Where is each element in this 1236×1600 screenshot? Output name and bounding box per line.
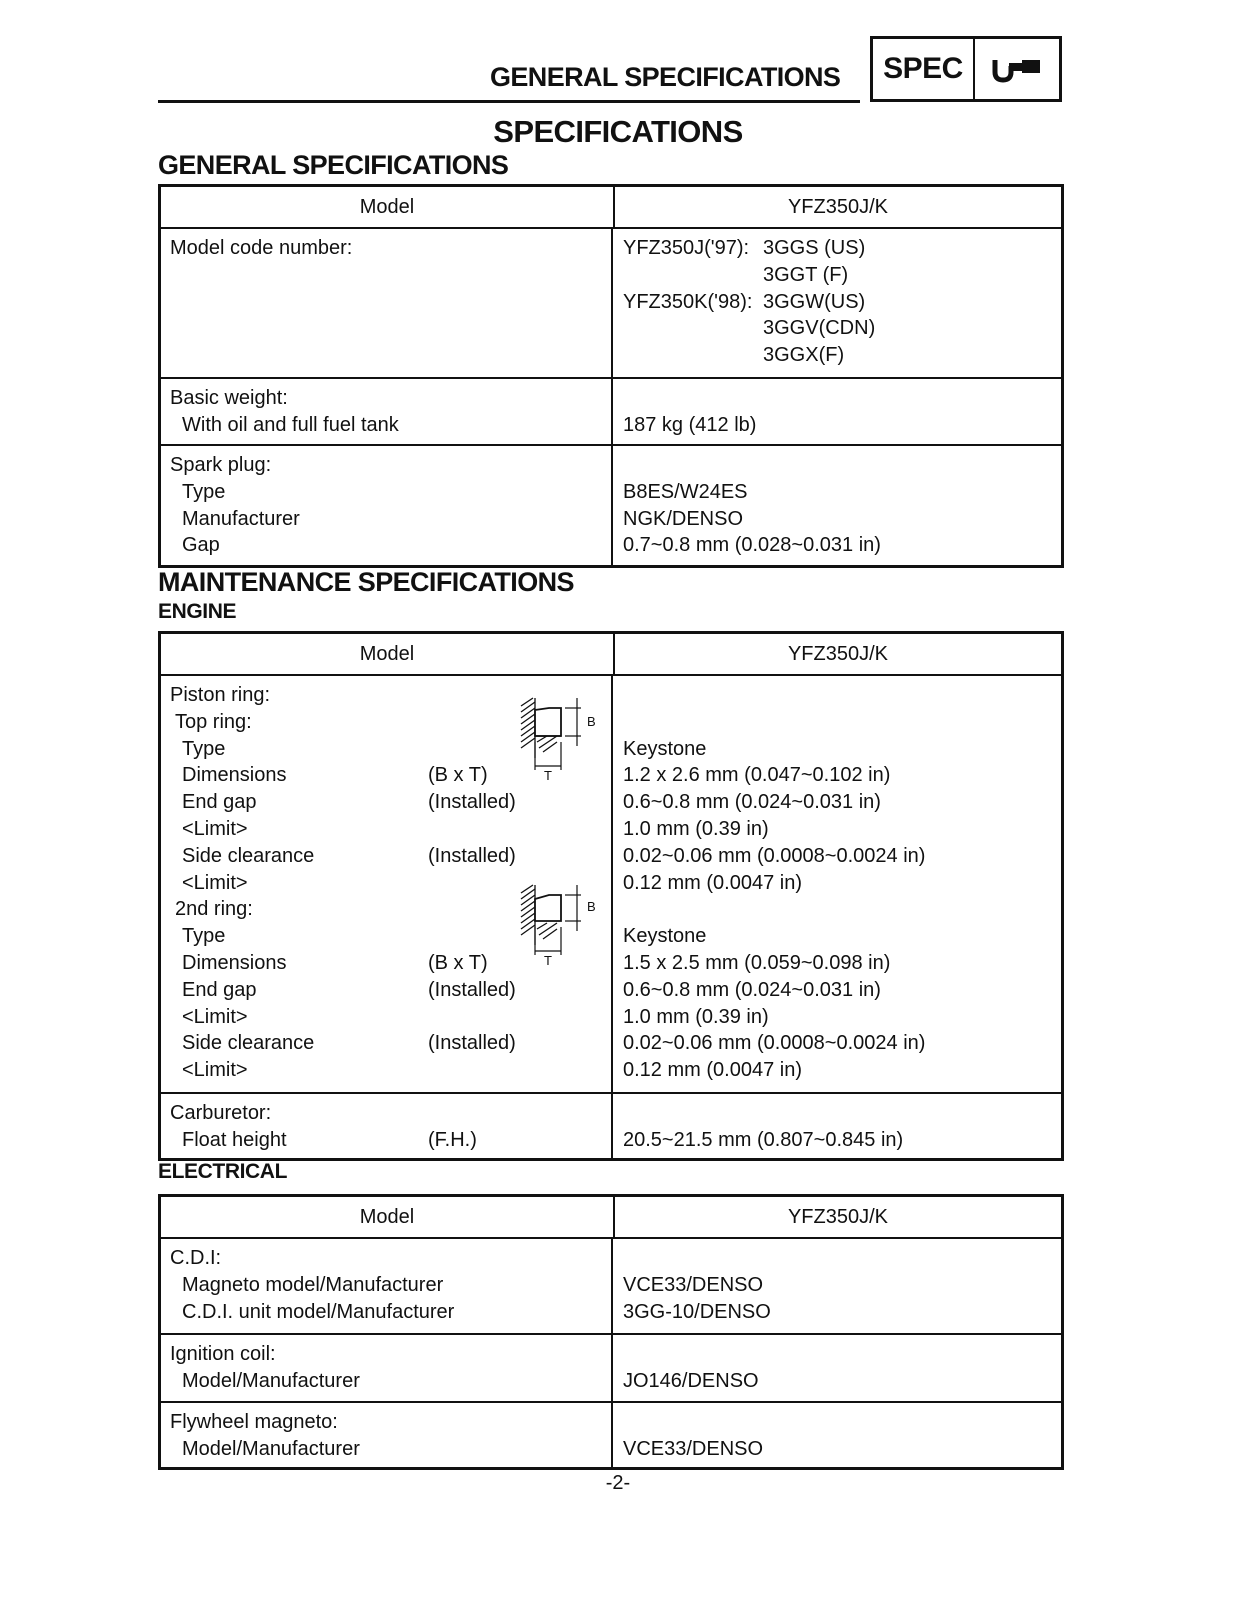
basic-weight-sub-label: With oil and full fuel tank — [182, 413, 399, 436]
table-row-ignition-coil — [161, 1335, 1061, 1403]
top-ring-type-label: Type — [182, 737, 226, 760]
ignition-coil-label: Ignition coil: — [170, 1343, 276, 1365]
cdi-unit-model-value: 3GG-10/DENSO — [623, 1300, 771, 1323]
electrical-heading: ELECTRICAL — [158, 1160, 287, 1183]
ignition-coil-model-value: JO146/DENSO — [623, 1369, 759, 1392]
second-ring-end-gap-label: End gap (Installed) — [170, 977, 611, 1004]
basic-weight-label: Basic weight: — [170, 387, 288, 409]
basic-weight-value: 187 kg (412 lb) — [623, 413, 757, 436]
spark-plug-manufacturer-label: Manufacturer — [182, 507, 300, 530]
spec-badge-text: SPEC — [873, 39, 975, 99]
carburetor-label: Carburetor: — [170, 1102, 272, 1124]
table-header-row — [161, 634, 1061, 676]
diagram-b-label: B — [587, 714, 596, 729]
flywheel-magneto-model-label: Model/Manufacturer — [182, 1437, 360, 1460]
model-code-line: 3GGT (F) — [763, 263, 849, 286]
qualifier: (B x T) — [428, 764, 488, 787]
top-ring-type-value: Keystone — [623, 737, 707, 760]
magneto-model-value: VCE33/DENSO — [623, 1273, 764, 1296]
second-ring-limit-label: <Limit> — [182, 1005, 248, 1028]
diagram-t-label: T — [544, 768, 552, 780]
second-ring-limit-label: <Limit> — [182, 1059, 248, 1082]
second-ring-limit-value: 0.12 mm (0.0047 in) — [623, 1059, 802, 1082]
top-ring-end-gap-value: 0.6~0.8 mm (0.024~0.031 in) — [623, 791, 881, 814]
spark-plug-label: Spark plug: — [170, 454, 272, 476]
model-header-value: YFZ350J/K — [787, 1205, 889, 1228]
cdi-label: C.D.I: — [170, 1247, 222, 1269]
micrometer-icon — [975, 39, 1059, 99]
second-ring-side-clearance-value: 0.02~0.06 mm (0.0008~0.0024 in) — [623, 1032, 926, 1055]
table-row-model-code — [161, 229, 1061, 379]
running-header-title: GENERAL SPECIFICATIONS — [490, 62, 841, 92]
second-ring-dimensions-label: Dimensions (B x T) — [170, 950, 611, 977]
diagram-b-label: B — [587, 899, 596, 914]
model-header-label: Model — [161, 1197, 615, 1237]
top-ring-limit-label: <Limit> — [182, 817, 248, 840]
table-row-carburetor — [161, 1094, 1061, 1158]
spec-badge — [870, 36, 1062, 102]
top-ring-dimensions-value: 1.2 x 2.6 mm (0.047~0.102 in) — [623, 764, 891, 787]
top-ring-end-gap-label: End gap (Installed) — [170, 789, 611, 816]
top-ring-limit-label: <Limit> — [182, 871, 248, 894]
maintenance-specifications-heading: MAINTENANCE SPECIFICATIONS — [158, 567, 574, 597]
model-code-line: 3GGX(F) — [763, 344, 845, 367]
model-code-line: YFZ350J('97): 3GGS (US) — [623, 237, 866, 259]
top-ring-label: Top ring: — [175, 710, 252, 733]
top-ring-limit-value: 0.12 mm (0.0047 in) — [623, 871, 802, 894]
model-header-label: Model — [161, 634, 615, 674]
qualifier: (Installed) — [428, 791, 516, 814]
table-row-basic-weight — [161, 379, 1061, 446]
qualifier: (Installed) — [428, 978, 516, 1001]
table-row-spark-plug — [161, 446, 1061, 565]
piston-ring-label: Piston ring: — [170, 684, 271, 706]
diagram-t-label: T — [544, 953, 552, 967]
model-header-label: Model — [161, 187, 615, 227]
second-ring-dimensions-value: 1.5 x 2.5 mm (0.059~0.098 in) — [623, 951, 891, 974]
spark-plug-type-label: Type — [182, 480, 226, 503]
top-ring-side-clearance-label: Side clearance (Installed) — [170, 843, 611, 870]
engine-heading: ENGINE — [158, 600, 237, 623]
spark-plug-gap-value: 0.7~0.8 mm (0.028~0.031 in) — [623, 534, 881, 557]
second-ring-label: 2nd ring: — [175, 898, 253, 921]
table-header-row — [161, 1197, 1061, 1239]
float-height-value: 20.5~21.5 mm (0.807~0.845 in) — [623, 1128, 904, 1151]
model-code-line: 3GGV(CDN) — [763, 317, 876, 340]
top-ring-cross-section-diagram — [513, 696, 603, 780]
model-header-value: YFZ350J/K — [787, 195, 889, 218]
second-ring-type-label: Type — [182, 925, 226, 948]
second-ring-limit-value: 1.0 mm (0.39 in) — [623, 1005, 769, 1028]
model-header-value: YFZ350J/K — [787, 642, 889, 665]
header-rule — [158, 100, 860, 103]
top-ring-side-clearance-value: 0.02~0.06 mm (0.0008~0.0024 in) — [623, 844, 926, 867]
qualifier: (B x T) — [428, 951, 488, 974]
magneto-model-label: Magneto model/Manufacturer — [182, 1273, 444, 1296]
flywheel-magneto-label: Flywheel magneto: — [170, 1411, 338, 1433]
qualifier: (F.H.) — [428, 1128, 477, 1151]
engine-specifications-table — [158, 631, 1064, 1161]
general-specifications-table — [158, 184, 1064, 568]
flywheel-magneto-model-value: VCE33/DENSO — [623, 1437, 764, 1460]
spark-plug-manufacturer-value: NGK/DENSO — [623, 507, 744, 530]
page-title: SPECIFICATIONS — [493, 114, 743, 149]
electrical-specifications-table — [158, 1194, 1064, 1470]
second-ring-side-clearance-label: Side clearance (Installed) — [170, 1030, 611, 1057]
spark-plug-type-value: B8ES/W24ES — [623, 480, 748, 503]
page-number: -2- — [605, 1472, 631, 1494]
model-code-line: YFZ350K('98): 3GGW(US) — [623, 290, 866, 313]
float-height-label: Float height (F.H.) — [170, 1127, 611, 1154]
spark-plug-gap-label: Gap — [182, 534, 220, 557]
top-ring-limit-value: 1.0 mm (0.39 in) — [623, 817, 769, 840]
table-header-row — [161, 187, 1061, 229]
table-row-piston-ring — [161, 676, 1061, 1094]
top-ring-dimensions-label: Dimensions (B x T) — [170, 762, 611, 789]
general-specifications-heading: GENERAL SPECIFICATIONS — [158, 150, 509, 180]
model-code-label: Model code number: — [170, 237, 353, 259]
cdi-unit-model-label: C.D.I. unit model/Manufacturer — [182, 1300, 455, 1323]
table-row-flywheel-magneto — [161, 1403, 1061, 1467]
qualifier: (Installed) — [428, 844, 516, 867]
ignition-coil-model-label: Model/Manufacturer — [182, 1369, 360, 1392]
qualifier: (Installed) — [428, 1032, 516, 1055]
table-row-cdi — [161, 1239, 1061, 1335]
second-ring-cross-section-diagram — [513, 883, 603, 967]
second-ring-type-value: Keystone — [623, 925, 707, 948]
second-ring-end-gap-value: 0.6~0.8 mm (0.024~0.031 in) — [623, 978, 881, 1001]
